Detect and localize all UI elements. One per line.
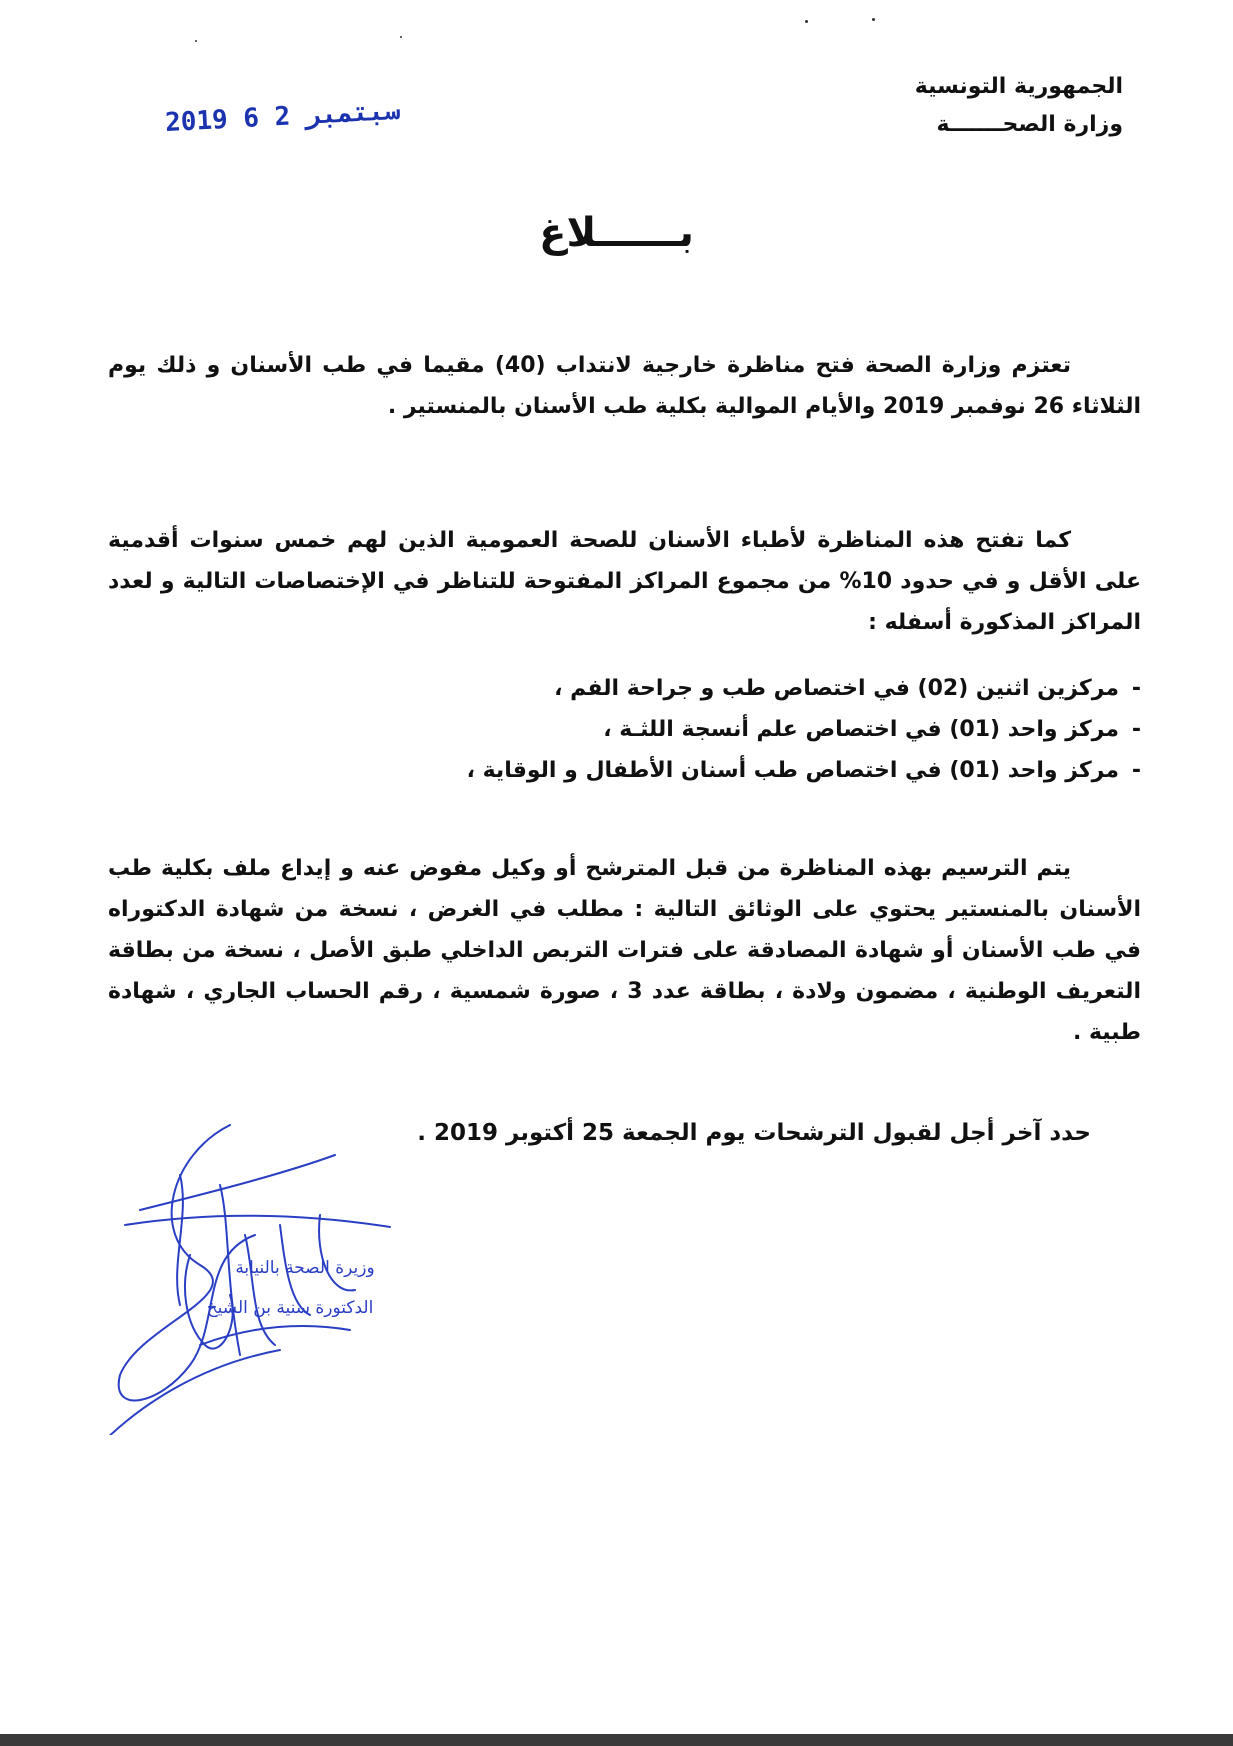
list-item-text: مركز واحد (01) في اختصاص طب أسنان الأطفال و الوقاية ، (466, 758, 1119, 783)
paragraph-specialties-intro: كما تفتح هذه المناظرة لأطباء الأسنان للصحة العمومية الذين لهم خمس سنوات أقدمية على الأقل و في حدود 10% من مجموع المراكز المفتوحة للتناظر في الإختصاصات التالية و لعدد المراكز المذكورة أسفله : (108, 528, 1141, 635)
specialties-list (108, 668, 1141, 791)
scan-speck (400, 36, 402, 38)
list-dash: - (1131, 676, 1141, 701)
scan-speck (805, 20, 808, 23)
list-item-text: مركز واحد (01) في اختصاص علم أنسجة اللثـة ، (603, 717, 1119, 742)
paragraph-announcement: تعتزم وزارة الصحة فتح مناظرة خارجية لانتداب (40) مقيما في طب الأسنان و ذلك يوم الثلاثاء 26 نوفمبر 2019 والأيام الموالية بكلية طب الأسنان بالمنستير . (108, 353, 1141, 419)
scan-bottom-edge (0, 1734, 1233, 1746)
header-ministry: وزارة الصحـــــــة (936, 112, 1123, 137)
scan-speck (195, 40, 197, 42)
handwritten-signature (80, 1115, 420, 1435)
list-item (108, 709, 1141, 750)
paragraph-registration: يتم الترسيم بهذه المناظرة من قبل المترشح أو وكيل مفوض عنه و إيداع ملف بكلية طب الأسنان بالمنستير يحتوي على الوثائق التالية : مطلب في الغرض ، نسخة من شهادة الدكتوراه في طب الأسنان أو شهادة المصادقة على فترات التربص الداخلي طبق الأصل ، نسخة من بطاقة التعريف الوطنية ، مضمون ولادة ، بطاقة عدد 3 ، صورة شمسية ، رقم الحساب الجاري ، شهادة طبية . (108, 856, 1141, 1045)
header-country: الجمهورية التونسية (914, 74, 1123, 99)
signature-line-name: الدكتورة سنية بن الشيخ (206, 1298, 374, 1318)
date-stamp (164, 88, 401, 148)
list-item (108, 668, 1141, 709)
date-stamp-text: 2019 سبتمبر 2 6 (164, 95, 401, 139)
list-dash: - (1131, 717, 1141, 742)
ministry-header (915, 68, 1123, 144)
list-item (108, 750, 1141, 791)
page-title: بــــــلاغ (539, 210, 694, 256)
list-dash: - (1131, 758, 1141, 783)
list-item-text: مركزين اثنين (02) في اختصاص طب و جراحة الفم ، (554, 676, 1119, 701)
signature-line-title: وزيرة الصحة بالنيابة (235, 1258, 375, 1278)
scan-speck (872, 18, 875, 21)
deadline-text: حدد آخر أجل لقبول الترشحات يوم الجمعة 25 أكتوبر 2019 . (417, 1120, 1091, 1146)
